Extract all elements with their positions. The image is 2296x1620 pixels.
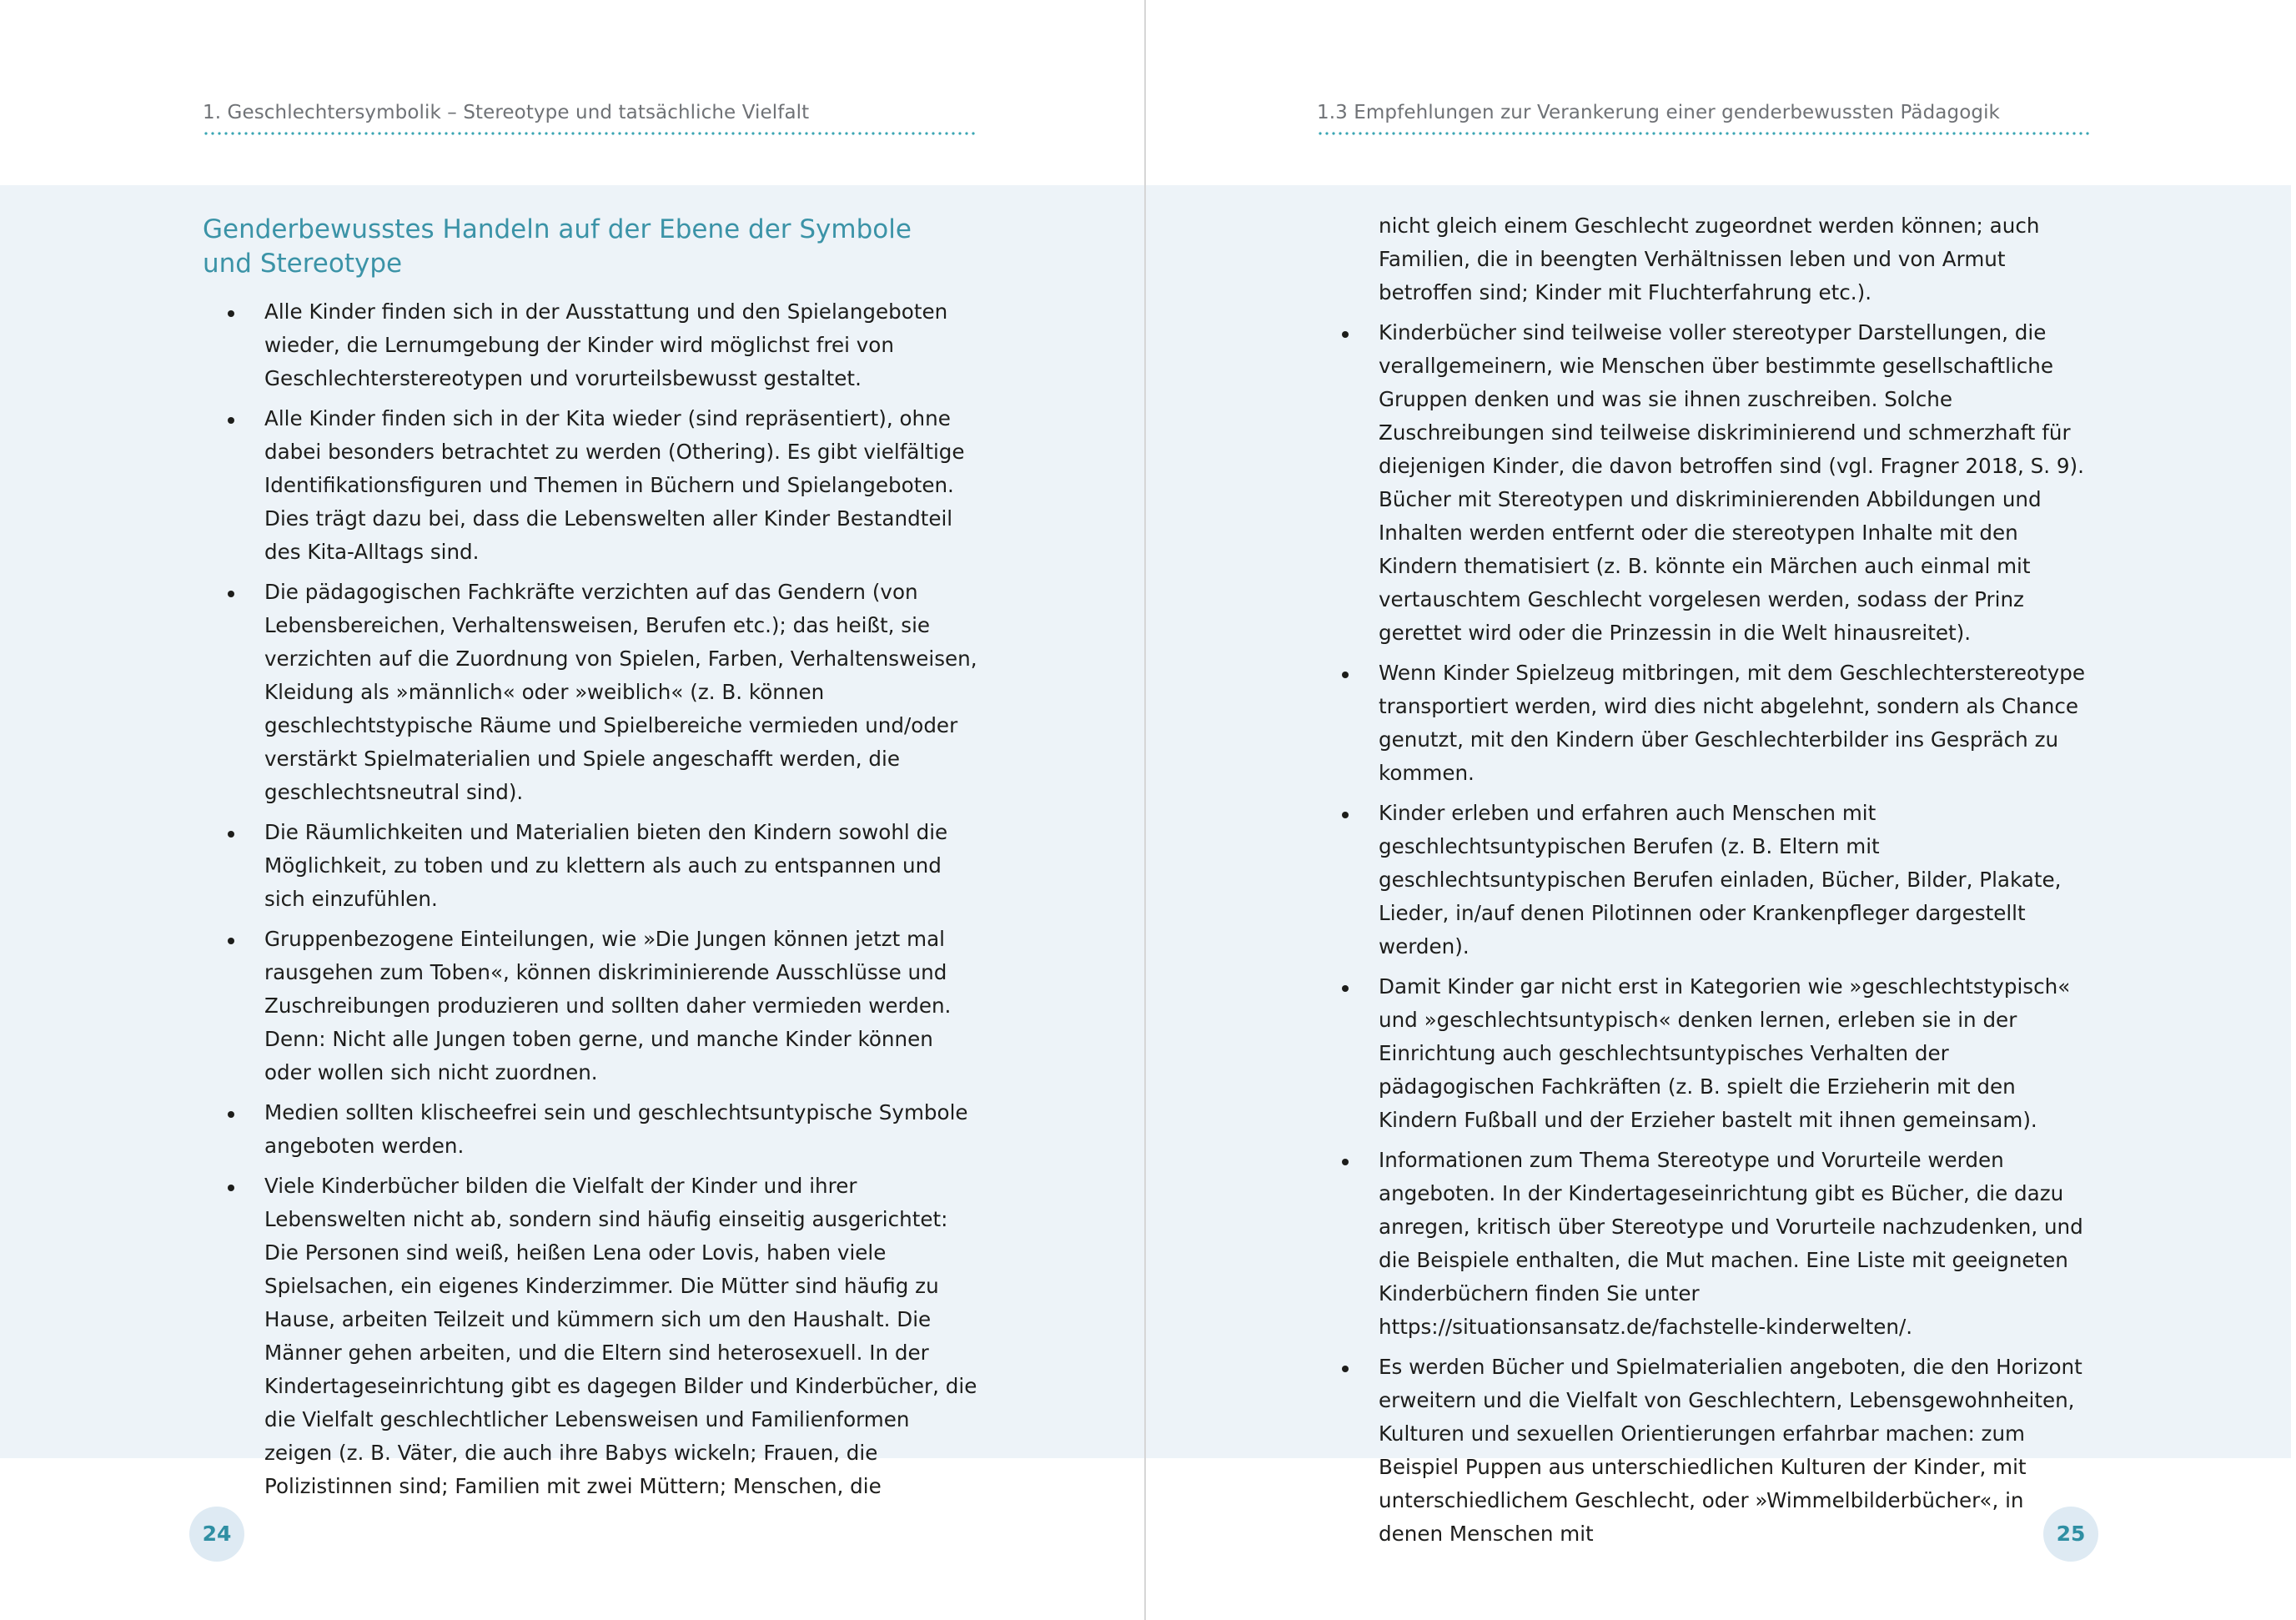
running-head: 1.3 Empfehlungen zur Verankerung einer genderbewussten Pädagogik	[1317, 102, 2000, 123]
bullet-icon	[1342, 1366, 1349, 1372]
bullet-icon	[228, 310, 234, 317]
left-page	[0, 0, 1145, 1620]
bullet-icon	[1342, 331, 1349, 338]
bullet-icon	[228, 938, 234, 944]
page-number: 25	[2043, 1507, 2098, 1562]
list-item: Kinderbücher sind teilweise voller stereotyper Darstellungen, die verallgemeinern, wie Menschen über bestimmte gesellschaftliche Gruppen denken und was sie ihnen zuschreiben. Solche Zuschreibungen sind teilweise diskriminierend und schmerzhaft für diejenigen Kinder, die davon betroffen sind (vgl. Fragner 2018, S. 9). Bücher mit Stereotypen und diskriminierenden Abbildungen und Inhalten werden entfernt oder die stereotypen Inhalte mit den Kindern thematisiert (z. B. könnte ein Märchen auch einmal mit vertauschtem Geschlecht vorgelesen werden, sodass der Prinz gerettet wird oder die Prinzessin in die Welt hinausreitet).	[1317, 316, 2093, 650]
right-page	[1146, 0, 2291, 1620]
section-title-line1: Genderbewusstes Handeln auf der Ebene der Symbole	[203, 214, 912, 244]
list-item: Medien sollten klischeefrei sein und geschlechtsuntypische Symbole angeboten werden.	[203, 1096, 978, 1163]
bullet-icon	[228, 831, 234, 838]
list-item: Kinder erleben und erfahren auch Menschen mit geschlechtsuntypischen Berufen (z. B. Eltern mit geschlechtsuntypischen Berufen einladen, Bücher, Bilder, Plakate, Lieder, in/auf denen Pilotinnen oder Krankenpfleger dargestellt werden).	[1317, 797, 2093, 963]
section-title-line2: und Stereotype	[203, 249, 403, 279]
list-item: Viele Kinderbücher bilden die Vielfalt der Kinder und ihrer Lebenswelten nicht ab, sondern sind häufig einseitig ausgerichtet: Die Personen sind weiß, heißen Lena oder Lovis, haben viele Spielsachen, ein eigenes Kinderzimmer. Die Mütter sind häufig zu Hause, arbeiten Teilzeit und kümmern sich um den Haushalt. Die Männer gehen arbeiten, und die Eltern sind heterosexuell. In der Kindertageseinrichtung gibt es dagegen Bilder und Kinderbücher, die die Vielfalt geschlechtlicher Lebensweisen und Familienformen zeigen (z. B. Väter, die auch ihre Babys wickeln; Frauen, die Polizistinnen sind; Familien mit zwei Müttern; Menschen, die	[203, 1170, 978, 1503]
bullet-list	[203, 295, 978, 1510]
list-item: Informationen zum Thema Stereotype und Vorurteile werden angeboten. In der Kindertageseinrichtung gibt es Bücher, die dazu anregen, kritisch über Stereotype und Vorurteile nachzudenken, und die Beispiele enthalten, die Mut machen. Eine Liste mit geeigneten Kinderbüchern finden Sie unter https://situationsansatz.de/fachstelle-kinderwelten/.	[1317, 1144, 2093, 1344]
list-item: Die pädagogischen Fachkräfte verzichten auf das Gendern (von Lebensbereichen, Verhaltensweisen, Berufen etc.); das heißt, sie verzichten auf die Zuordnung von Spielen, Farben, Verhaltensweisen, Kleidung als »männlich« oder »weiblich« (z. B. können geschlechtstypische Räume und Spielbereiche vermieden und/oder verstärkt Spielmaterialien und Spiele angeschafft werden, die geschlechtsneutral sind).	[203, 576, 978, 809]
running-head: 1. Geschlechtersymbolik – Stereotype und tatsächliche Vielfalt	[203, 102, 810, 123]
page-number: 24	[189, 1507, 244, 1562]
bullet-list	[1317, 209, 2093, 1557]
bullet-icon	[1342, 985, 1349, 992]
list-item: Alle Kinder finden sich in der Ausstattung und den Spielangeboten wieder, die Lernumgebung der Kinder wird möglichst frei von Geschlechterstereotypen und vorurteilsbewusst gestaltet.	[203, 295, 978, 395]
list-item: Die Räumlichkeiten und Materialien bieten den Kindern sowohl die Möglichkeit, zu toben und zu klettern als auch zu entspannen und sich einzufühlen.	[203, 816, 978, 916]
bullet-icon	[228, 591, 234, 597]
bullet-icon	[1342, 1159, 1349, 1165]
list-item: Wenn Kinder Spielzeug mitbringen, mit dem Geschlechterstereotype transportiert werden, wird dies nicht abgelehnt, sondern als Chance genutzt, mit den Kindern über Geschlechterbilder ins Gespräch zu kommen.	[1317, 657, 2093, 790]
bullet-icon	[1342, 812, 1349, 818]
bullet-icon	[228, 1111, 234, 1118]
bullet-icon	[228, 1185, 234, 1191]
bullet-icon	[1342, 672, 1349, 678]
dotted-rule	[1317, 132, 2091, 135]
list-item: Gruppenbezogene Einteilungen, wie »Die Jungen können jetzt mal rausgehen zum Toben«, können diskriminierende Ausschlüsse und Zuschreibungen produzieren und sollten daher vermieden werden. Denn: Nicht alle Jungen toben gerne, und manche Kinder können oder wollen sich nicht zuordnen.	[203, 923, 978, 1089]
section-title	[203, 213, 953, 281]
bullet-icon	[228, 417, 234, 424]
list-item: Damit Kinder gar nicht erst in Kategorien wie »geschlechtstypisch« und »geschlechtsuntypisch« denken lernen, erleben sie in der Einrichtung auch geschlechtsuntypisches Verhalten der pädagogischen Fachkräften (z. B. spielt die Erzieherin mit den Kindern Fußball und der Erzieher bastelt mit ihnen gemeinsam).	[1317, 970, 2093, 1137]
list-item: Alle Kinder finden sich in der Kita wieder (sind repräsentiert), ohne dabei besonders betrachtet zu werden (Othering). Es gibt vielfältige Identifikationsfiguren und Themen in Büchern und Spielangeboten. Dies trägt dazu bei, dass die Lebenswelten aller Kinder Bestandteil des Kita-Alltags sind.	[203, 402, 978, 569]
list-item-continuation: nicht gleich einem Geschlecht zugeordnet werden können; auch Familien, die in beengten Verhältnissen leben und von Armut betroffen sind; Kinder mit Fluchterfahrung etc.).	[1379, 214, 2040, 304]
list-item: Es werden Bücher und Spielmaterialien angeboten, die den Horizont erweitern und die Vielfalt von Geschlechtern, Lebensgewohnheiten, Kulturen und sexuellen Orientierungen erfahrbar machen: zum Beispiel Puppen aus unterschiedlichen Kulturen der Kinder, mit unterschiedlichem Geschlecht, oder »Wimmelbilderbücher«, in denen Menschen mit	[1317, 1351, 2093, 1551]
dotted-rule	[203, 132, 977, 135]
